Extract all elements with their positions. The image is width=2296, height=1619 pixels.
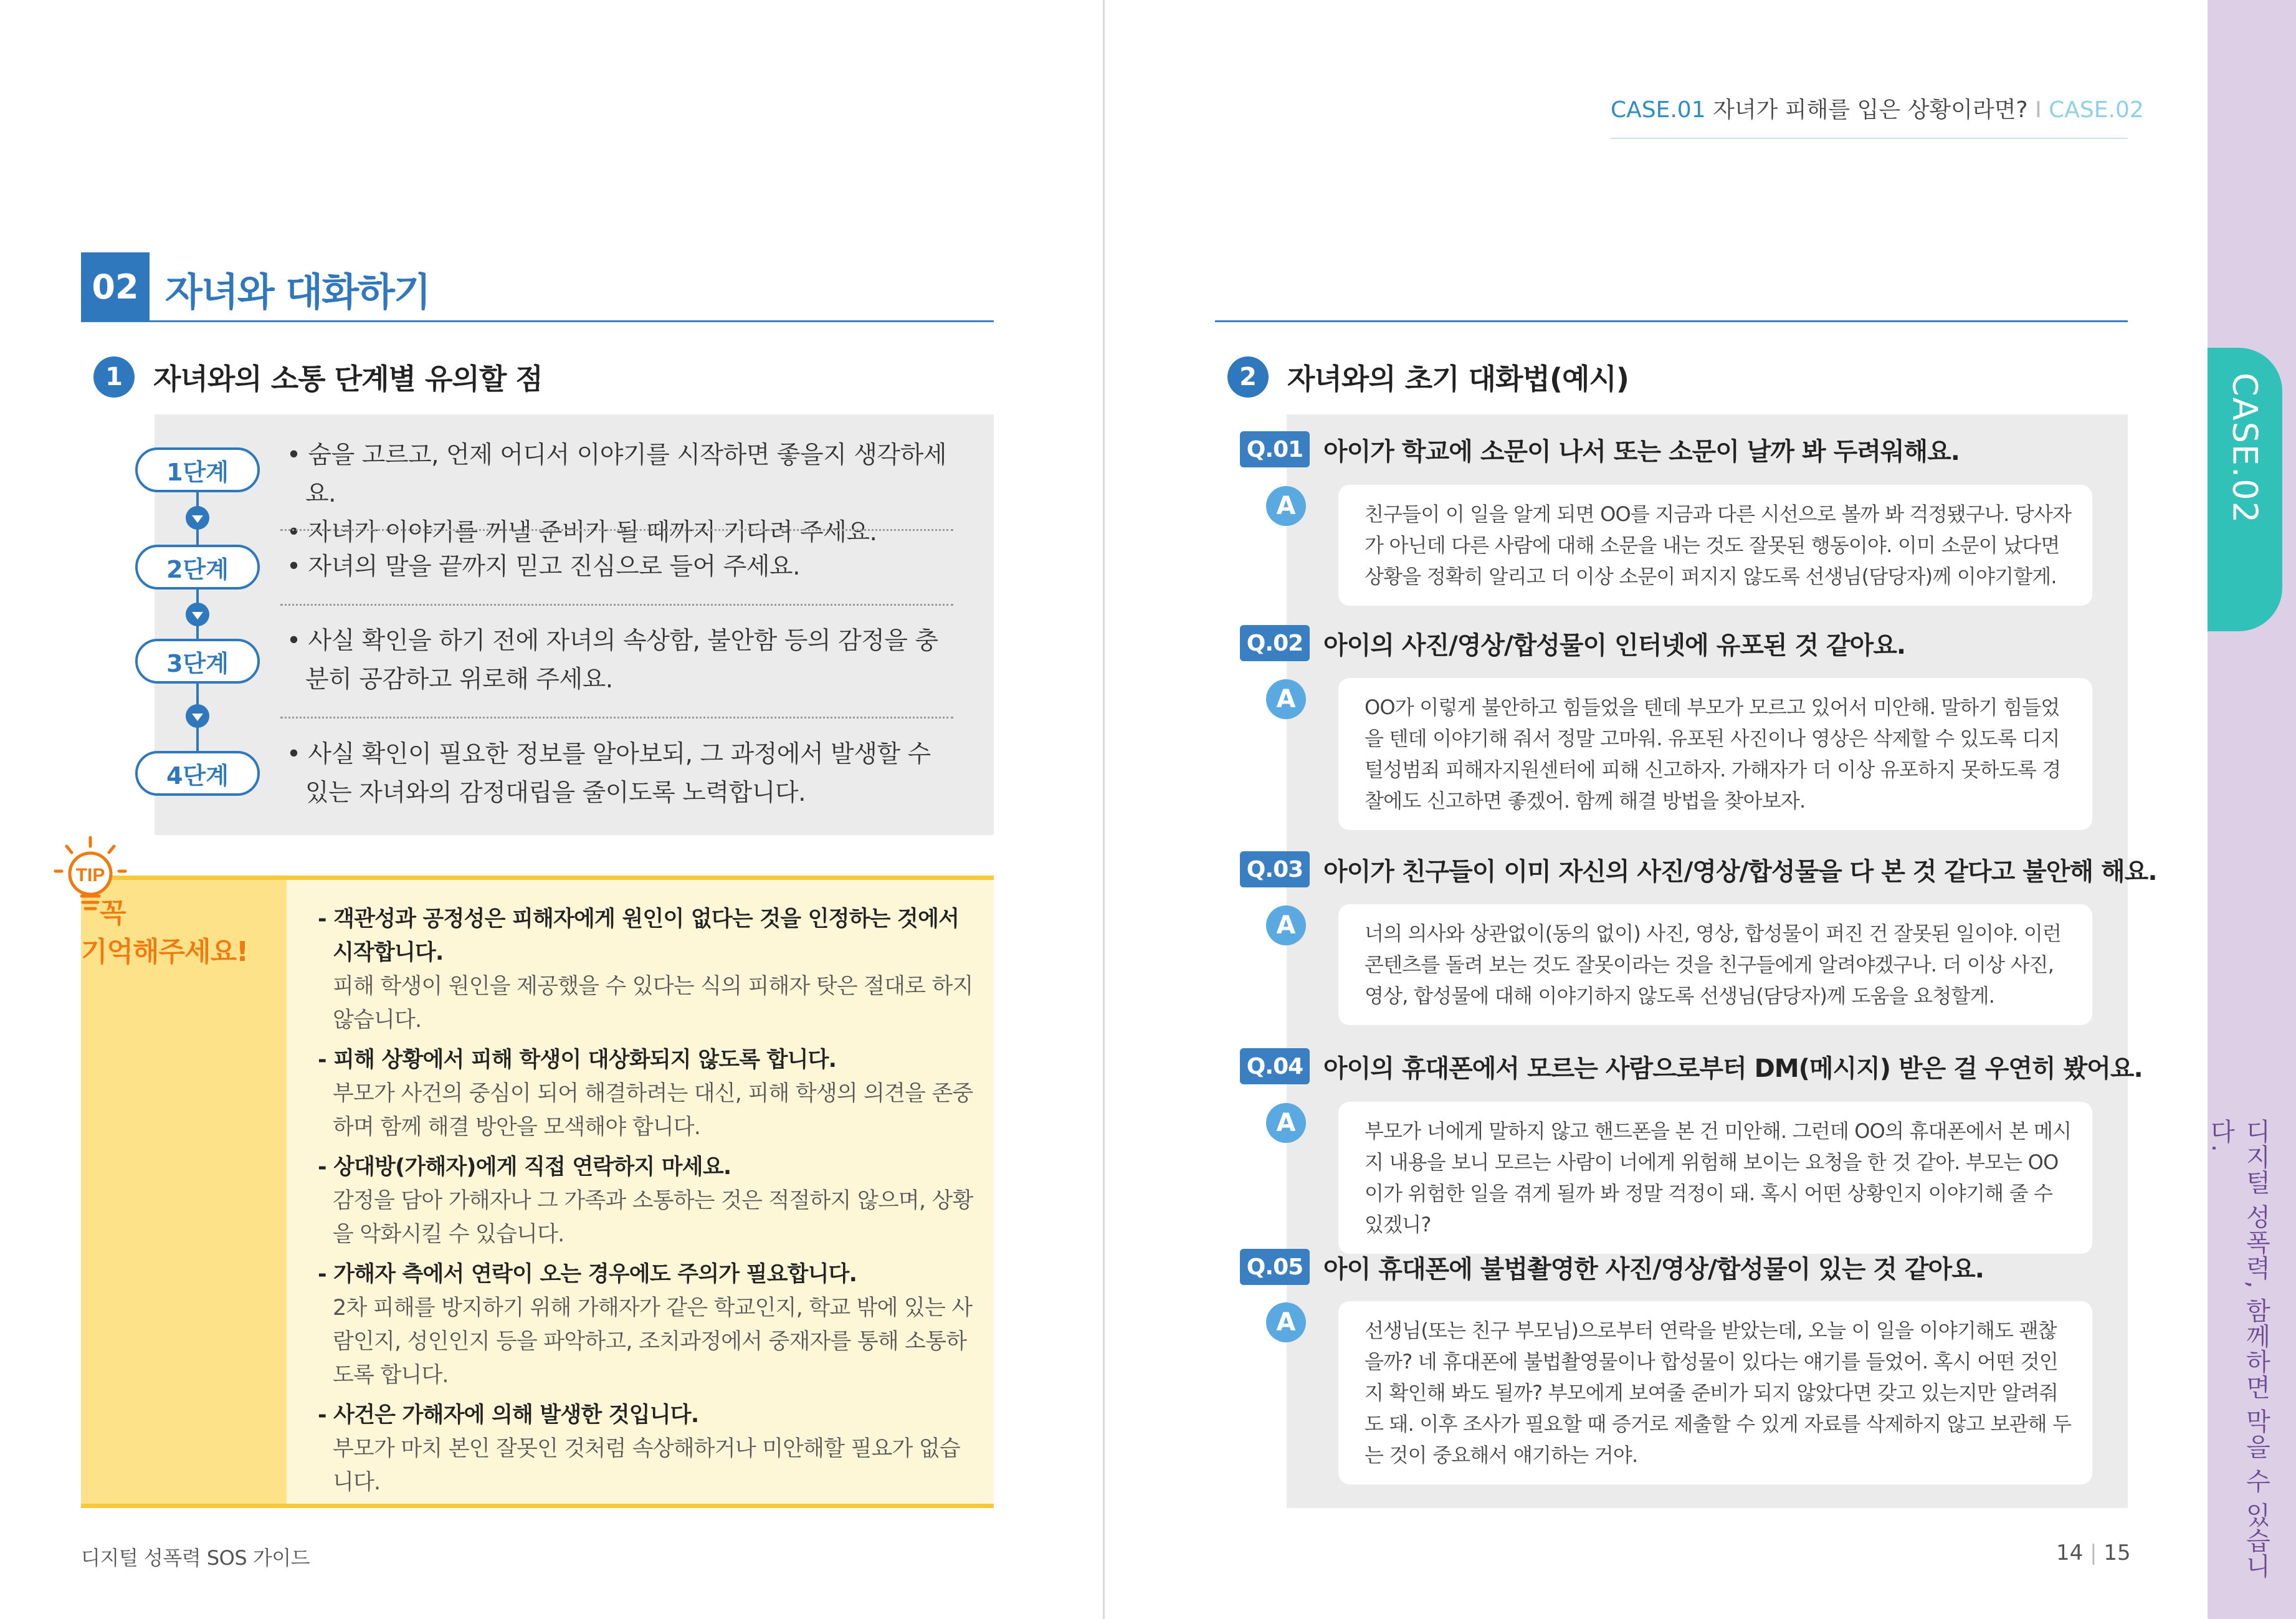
tip-item bbox=[318, 902, 978, 1037]
stage-2-text bbox=[287, 548, 953, 586]
stage-4-text bbox=[287, 735, 953, 813]
arrow-down-icon bbox=[186, 603, 209, 626]
tip-item bbox=[318, 1258, 978, 1392]
page-numbers bbox=[2056, 1540, 2131, 1565]
question-text: 아이 휴대폰에 불법촬영한 사진/영상/합성물이 있는 것 같아요. bbox=[1323, 1254, 1984, 1284]
page-gutter bbox=[1103, 0, 1105, 1619]
stage-1-line-1: • 숨을 고르고, 언제 어디서 이야기를 시작하면 좋을지 생각하세요. bbox=[287, 441, 946, 508]
answer-text: 부모가 너에게 말하지 않고 핸드폰을 본 건 미안해. 그런데 OO의 휴대폰에서 본 메시지 내용을 보니 모르는 사람이 너에게 위험해 보이는 요청을 한 것 같아. 부모는 OO이가 위험한 일을 겪게 될까 봐 정말 걱정이 돼. 혹시 어떤 상황인지 이야기해 줄 수 있겠니? bbox=[1365, 1119, 2072, 1236]
tip-item-body: 2차 피해를 방지하기 위해 가해자가 같은 학교인지, 학교 밖에 있는 사람인지, 성인인지 등을 파악하고, 조치과정에서 중재자를 통해 소통하도록 합니다. bbox=[333, 1296, 973, 1388]
tip-item-heading: - 객관성과 공정성은 피해자에게 원인이 없다는 것을 인정하는 것에서 시작합니다. bbox=[318, 907, 960, 965]
question-text: 아이가 학교에 소문이 나서 또는 소문이 날까 봐 두려워해요. bbox=[1323, 437, 1960, 466]
question-row bbox=[1240, 431, 1960, 467]
tip-label bbox=[81, 894, 268, 972]
answer-bubble bbox=[1338, 904, 2092, 1025]
tip-item-heading: - 상대방(가해자)에게 직접 연락하지 마세요. bbox=[318, 1155, 731, 1180]
tip-item bbox=[318, 1150, 978, 1251]
case-tab-label: CASE.02 bbox=[2225, 373, 2265, 524]
stage-2-label: 2단계 bbox=[135, 545, 260, 590]
question-text: 아이의 사진/영상/합성물이 인터넷에 유포된 것 같아요. bbox=[1323, 631, 1906, 660]
tip-label-line-1: 꼭 bbox=[100, 897, 126, 929]
question-tag: Q.04 bbox=[1240, 1048, 1310, 1084]
sidebar-slogan: 디지털 성폭력, 함께하면 막을 수 있습니다. bbox=[2206, 1119, 2270, 1579]
tip-item-body: 부모가 사건의 중심이 되어 해결하려는 대신, 피해 학생의 의견을 존중하며 함께 해결 방안을 모색해야 합니다. bbox=[333, 1081, 973, 1140]
answer-text: OO가 이렇게 불안하고 힘들었을 텐데 부모가 모르고 있어서 미안해. 말하기 힘들었을 텐데 이야기해 줘서 정말 고마워. 유포된 사진이나 영상은 삭제할 수 있도록 디지털성범죄 피해자지원센터에 피해 신고하자. 가해자가 더 이상 유포하지 못하도록 경찰에도 신고하면 좋겠어. 함께 해결 방법을 찾아보자. bbox=[1365, 695, 2061, 813]
page-number-left: 14 bbox=[2056, 1540, 2084, 1565]
case-1-title: 자녀가 피해를 입은 상황이라면? bbox=[1713, 97, 2028, 123]
subsection-1-header bbox=[93, 356, 543, 398]
question-row bbox=[1240, 625, 1905, 661]
question-row bbox=[1240, 1048, 2143, 1084]
stage-2-line-1: • 자녀의 말을 끝까지 믿고 진심으로 들어 주세요. bbox=[287, 553, 800, 581]
answer-bubble bbox=[1338, 1102, 2092, 1254]
section-title: 자녀와 대화하기 bbox=[165, 269, 430, 315]
stage-3-line-1: • 사실 확인을 하기 전에 자녀의 속상함, 불안함 등의 감정을 충분히 공감하고 위로해 주세요. bbox=[287, 627, 938, 694]
question-text: 아이의 휴대폰에서 모르는 사람으로부터 DM(메시지) 받은 걸 우연히 봤어요. bbox=[1323, 1054, 2143, 1083]
question-tag: Q.05 bbox=[1240, 1249, 1310, 1285]
page-number-right: 15 bbox=[2103, 1540, 2131, 1565]
tip-item-heading: - 피해 상황에서 피해 학생이 대상화되지 않도록 합니다. bbox=[318, 1048, 837, 1072]
answer-text: 친구들이 이 일을 알게 되면 OO를 지금과 다른 시선으로 볼까 봐 걱정됐구나. 당사자가 아닌데 다른 사람에 대해 소문을 내는 것도 잘못된 행동이야. 이미 소문이 났다면 상황을 정확히 알리고 더 이상 소문이 퍼지지 않도록 선생님(담당자)께 이야기할게. bbox=[1365, 502, 2072, 588]
section-number: 02 bbox=[81, 252, 150, 321]
case-header bbox=[1611, 92, 2144, 139]
stage-4-line-1: • 사실 확인이 필요한 정보를 알아보되, 그 과정에서 발생할 수 있는 자녀와의 감정대립을 줄이도록 노력합니다. bbox=[287, 740, 931, 807]
case-2-label: CASE.02 bbox=[2049, 97, 2144, 123]
answer-bubble bbox=[1338, 485, 2092, 606]
question-row bbox=[1240, 1249, 1984, 1285]
subsection-1-number: 1 bbox=[93, 356, 135, 398]
question-tag: Q.02 bbox=[1240, 625, 1310, 661]
question-text: 아이가 친구들이 이미 자신의 사진/영상/합성물을 다 본 것 같다고 불안해 해요. bbox=[1323, 857, 2157, 886]
tip-label-line-2: 기억해주세요! bbox=[81, 936, 249, 968]
tip-sidebar bbox=[81, 880, 287, 1504]
answer-text: 너의 의사와 상관없이(동의 없이) 사진, 영상, 합성물이 퍼진 건 잘못된 일이야. 이런 콘텐츠를 돌려 보는 것도 잘못이라는 것을 친구들에게 알려야겠구나. 더 이상 사진, 영상, 합성물에 대해 이야기하지 않도록 선생님(담당자)께 도움을 요청할게. bbox=[1365, 922, 2062, 1008]
answer-tag: A bbox=[1266, 486, 1306, 526]
tip-list bbox=[318, 902, 978, 1506]
stage-3-text bbox=[287, 622, 953, 699]
stage-1-label: 1단계 bbox=[135, 447, 260, 492]
tip-item bbox=[318, 1398, 978, 1499]
tip-item-body: 피해 학생이 원인을 제공했을 수 있다는 식의 피해자 탓은 절대로 하지 않습니다. bbox=[333, 974, 973, 1033]
footer-title: 디지털 성폭력 SOS 가이드 bbox=[81, 1546, 310, 1570]
tip-item-heading: - 가해자 측에서 연락이 오는 경우에도 주의가 필요합니다. bbox=[318, 1262, 857, 1287]
answer-tag: A bbox=[1266, 1302, 1306, 1342]
question-row bbox=[1240, 851, 2157, 887]
arrow-down-icon bbox=[186, 506, 209, 530]
subsection-2-header bbox=[1227, 356, 1629, 398]
divider bbox=[280, 529, 953, 531]
section-rule bbox=[1215, 320, 2128, 322]
case-separator: I bbox=[2035, 97, 2042, 123]
stage-1-text bbox=[287, 436, 953, 552]
page-number-separator: | bbox=[2090, 1540, 2097, 1565]
stage-1-line-2: • 자녀가 이야기를 꺼낼 준비가 될 때까지 기다려 주세요. bbox=[287, 518, 877, 547]
tip-badge: TIP bbox=[75, 865, 105, 886]
divider bbox=[280, 717, 953, 719]
arrow-down-icon bbox=[186, 704, 209, 728]
case-1-label: CASE.01 bbox=[1611, 97, 1706, 123]
stage-3-label: 3단계 bbox=[135, 639, 260, 684]
tip-item-heading: - 사건은 가해자에 의해 발생한 것입니다. bbox=[318, 1403, 699, 1428]
tip-item-body: 부모가 마치 본인 잘못인 것처럼 속상해하거나 미안해할 필요가 없습니다. bbox=[333, 1436, 960, 1495]
section-header bbox=[81, 252, 994, 322]
tip-item-body: 감정을 담아 가해자나 그 가족과 소통하는 것은 적절하지 않으며, 상황을 악화시킬 수 있습니다. bbox=[333, 1188, 973, 1247]
answer-tag: A bbox=[1266, 1103, 1306, 1143]
subsection-2-number: 2 bbox=[1227, 356, 1269, 398]
answer-tag: A bbox=[1266, 679, 1306, 719]
divider bbox=[280, 604, 953, 606]
question-tag: Q.03 bbox=[1240, 851, 1310, 887]
answer-bubble bbox=[1338, 678, 2092, 830]
answer-tag: A bbox=[1266, 905, 1306, 945]
question-tag: Q.01 bbox=[1240, 431, 1310, 467]
tip-item bbox=[318, 1043, 978, 1144]
subsection-2-title: 자녀와의 초기 대화법(예시) bbox=[1287, 362, 1629, 396]
answer-text: 선생님(또는 친구 부모님)으로부터 연락을 받았는데, 오늘 이 일을 이야기해도 괜찮을까? 네 휴대폰에 불법촬영물이나 합성물이 있다는 얘기를 들었어. 혹시 어떤 것인지 확인해 봐도 될까? 부모에게 보여줄 준비가 되지 않았다면 갖고 있는지만 알려줘도 돼. 이후 조사가 필요할 때 증거로 제출할 수 있게 자료를 삭제하지 않고 보관해 두는 것이 중요해서 얘기하는 거야. bbox=[1365, 1319, 2072, 1467]
stage-4-label: 4단계 bbox=[135, 751, 260, 796]
subsection-1-title: 자녀와의 소통 단계별 유의할 점 bbox=[153, 362, 543, 396]
answer-bubble bbox=[1338, 1301, 2092, 1484]
